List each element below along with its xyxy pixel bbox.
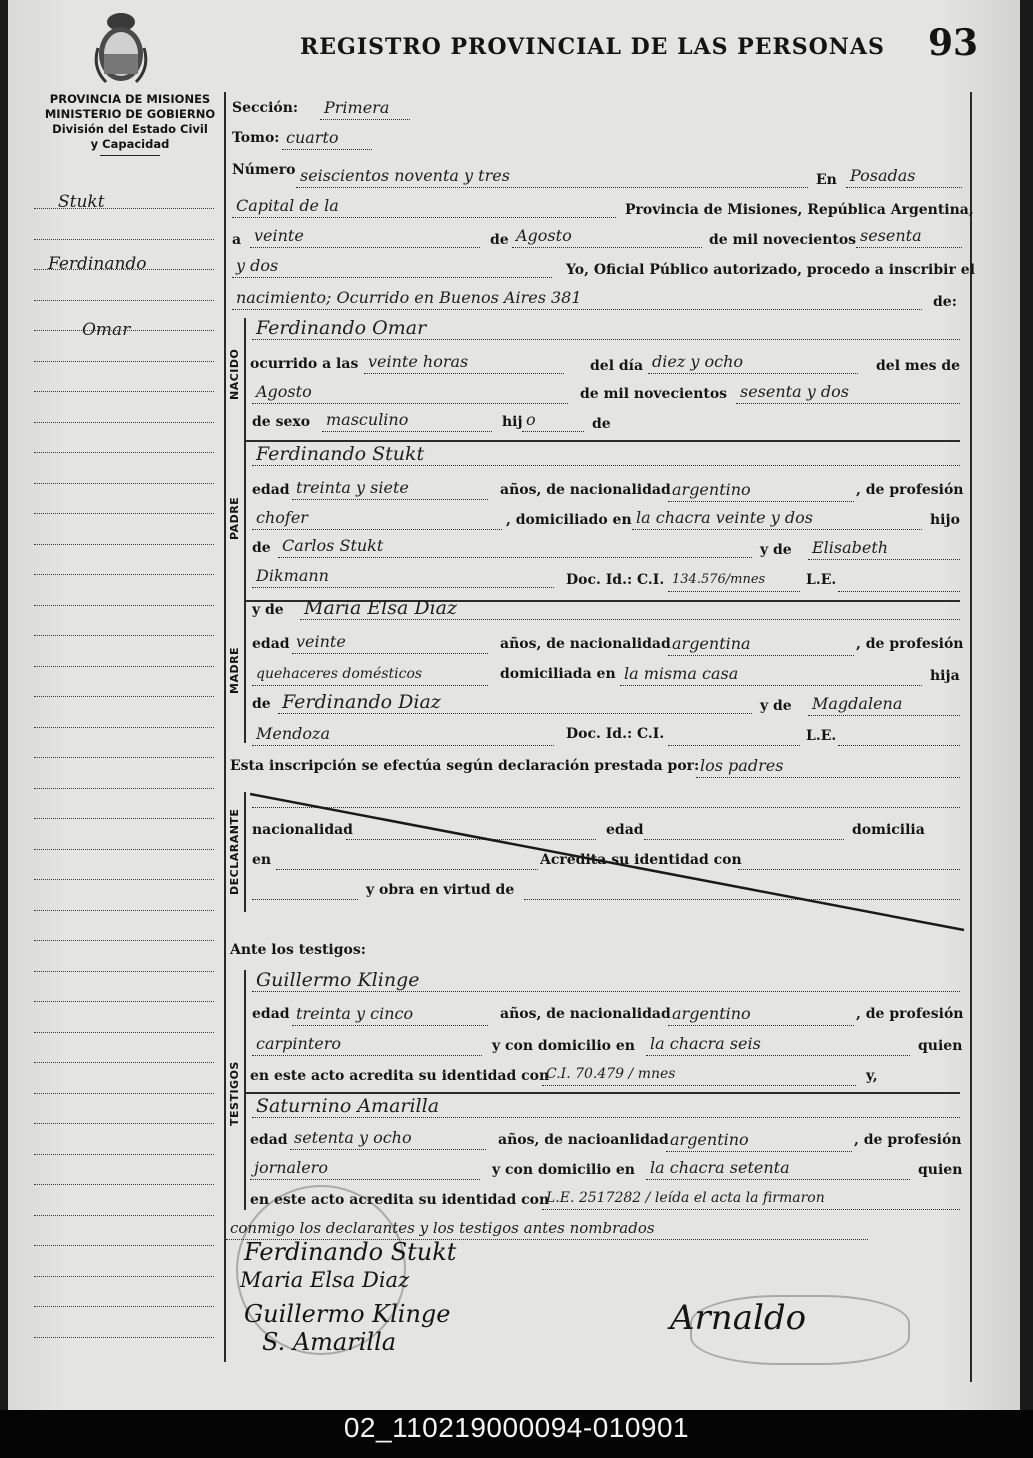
coat-of-arms-icon xyxy=(90,8,152,88)
margin-rule xyxy=(34,513,214,514)
margin-rule xyxy=(34,879,214,880)
madre-madre-field-continued: Mendoza xyxy=(252,724,554,746)
testigo1-domicilio-field: la chacra seis xyxy=(646,1034,910,1056)
section-border xyxy=(244,970,246,1210)
testigo2-domicilio-field: la chacra setenta xyxy=(646,1158,910,1180)
nacionalidad-label: nacionalidad xyxy=(252,822,353,838)
madre-doc-field xyxy=(668,724,800,746)
padre-edad-field: treinta y siete xyxy=(292,478,488,500)
de-label: de xyxy=(252,540,271,556)
domiciliada-label: domiciliada en xyxy=(500,666,616,682)
margin-rule xyxy=(34,1215,214,1216)
margin-rule xyxy=(34,574,214,575)
numero-label: Número xyxy=(232,162,296,178)
provincia-label: Provincia de Misiones, República Argentina, xyxy=(625,202,974,218)
dia-field: diez y ocho xyxy=(648,352,858,374)
nacionalidad-label: años, de nacionalidad xyxy=(500,636,671,652)
margin-rule xyxy=(34,788,214,789)
testigo1-doc-field: C.I. 70.479 / mnes xyxy=(542,1064,856,1086)
margin-rule xyxy=(34,544,214,545)
margin-rule xyxy=(34,1001,214,1002)
office-line: y Capacidad xyxy=(90,137,170,151)
signature-oficial: Arnaldo xyxy=(670,1298,807,1338)
margin-second-name: Omar xyxy=(82,320,131,340)
mil-label: de mil novecientos xyxy=(709,232,857,248)
declaracion-label: Esta inscripción se efectúa según declaración prestada por: xyxy=(230,758,700,774)
padre-domicilio-field: la chacra veinte y dos xyxy=(632,508,922,530)
del-mes-label: del mes de xyxy=(876,358,961,374)
testigo1-edad-field: treinta y cinco xyxy=(292,1004,488,1026)
de-colon-label: de: xyxy=(933,294,957,310)
del-dia-label: del día xyxy=(590,358,644,374)
margin-rule xyxy=(34,635,214,636)
ante-testigos-label: Ante los testigos: xyxy=(230,942,366,958)
capital-field: Capital de la xyxy=(232,196,616,218)
acredita-label: Acredita su identidad con xyxy=(540,852,742,868)
signature-testigo1: Guillermo Klinge xyxy=(244,1300,451,1328)
oficial-label: Yo, Oficial Público autorizado, procedo a inscribir el xyxy=(566,262,975,278)
section-border xyxy=(244,318,246,743)
page-number: 93 xyxy=(928,22,979,64)
divider xyxy=(244,440,960,442)
profesion-label: , de profesión xyxy=(856,482,964,498)
padre-doc-field: 134.576/mnes xyxy=(668,570,800,592)
margin-rule xyxy=(34,1184,214,1185)
margin-first-name: Ferdinando xyxy=(48,254,147,274)
hij-label: hij xyxy=(502,414,523,430)
year-field: sesenta xyxy=(856,226,962,248)
margin-rule xyxy=(34,971,214,972)
testigo2-nacionalidad-field: argentino xyxy=(666,1130,852,1152)
hijo-label: hijo xyxy=(930,512,960,528)
hij-field: o xyxy=(522,410,584,432)
quien-label: quien xyxy=(918,1038,963,1054)
de-label: de xyxy=(252,696,271,712)
edad-label: edad xyxy=(252,482,290,498)
margin-rule xyxy=(34,300,214,301)
testigo1-nacionalidad-field: argentino xyxy=(668,1004,854,1026)
madre-name-field: Maria Elsa Diaz xyxy=(300,598,960,620)
acredita-label: en este acto acredita su identidad con xyxy=(250,1192,550,1208)
margin-rule xyxy=(34,239,214,240)
margin-rule xyxy=(34,757,214,758)
margin-rule xyxy=(34,452,214,453)
y-label: y, xyxy=(866,1068,878,1084)
margin-rule xyxy=(34,1062,214,1063)
margin-rule xyxy=(34,1123,214,1124)
madre-domicilio-field: la misma casa xyxy=(620,664,922,686)
margin-rule xyxy=(34,940,214,941)
margin-rule xyxy=(34,696,214,697)
en-field: Posadas xyxy=(846,166,962,188)
profesion-label: , de profesión xyxy=(856,636,964,652)
nacionalidad-label: años, de nacioanlidad xyxy=(498,1132,669,1148)
en-label: en xyxy=(252,852,272,868)
testigo1-profesion-field: carpintero xyxy=(252,1034,482,1056)
quien-label: quien xyxy=(918,1162,963,1178)
de-label: de xyxy=(490,232,509,248)
padre-madre-field-continued: Dikmann xyxy=(252,566,554,588)
y-de-label: y de xyxy=(252,602,284,618)
tomo-label: Tomo: xyxy=(232,130,280,146)
anio-field: sesenta y dos xyxy=(736,382,960,404)
edad-label: edad xyxy=(252,636,290,652)
divider xyxy=(100,155,160,156)
office-line: División del Estado Civil xyxy=(52,122,208,136)
section-border xyxy=(244,792,246,912)
hija-label: hija xyxy=(930,668,960,684)
closing-text: conmigo los declarantes y los testigos antes nombrados xyxy=(226,1218,868,1240)
le-label: L.E. xyxy=(806,572,837,588)
madre-nacionalidad-field: argentina xyxy=(668,634,854,656)
padre-padre-field: Carlos Stukt xyxy=(278,536,752,558)
margin-rule xyxy=(34,483,214,484)
numero-field: seiscientos noventa y tres xyxy=(296,166,808,188)
mes-field: Agosto xyxy=(252,382,568,404)
sexo-field: masculino xyxy=(322,410,492,432)
seccion-field: Primera xyxy=(320,98,410,120)
declaracion-field: los padres xyxy=(696,756,960,778)
domiciliado-label: , domiciliado en xyxy=(506,512,632,528)
madre-padre-field: Ferdinando Diaz xyxy=(278,692,752,714)
signature-madre: Maria Elsa Diaz xyxy=(240,1268,410,1292)
margin-rule xyxy=(34,727,214,728)
testigo2-doc-field: L.E. 2517282 / leída el acta la firmaron xyxy=(542,1188,960,1210)
margin-rule xyxy=(34,391,214,392)
edad-label: edad xyxy=(606,822,644,838)
doc-id-label: Doc. Id.: C.I. xyxy=(566,572,665,588)
madre-profesion-field: quehaceres domésticos xyxy=(252,664,488,686)
padre-le-field xyxy=(838,570,960,592)
margin-rule xyxy=(34,910,214,911)
margin-rule xyxy=(34,1093,214,1094)
margin-rule xyxy=(34,666,214,667)
testigo2-profesion-field: jornalero xyxy=(250,1158,480,1180)
file-identifier: 02_110219000094-010901 xyxy=(343,1412,690,1443)
seccion-label: Sección: xyxy=(232,100,299,116)
padre-profesion-field: chofer xyxy=(252,508,502,530)
domicilio-label: y con domicilio en xyxy=(492,1038,635,1054)
main-right-border xyxy=(970,92,972,1382)
year-field-continued: y dos xyxy=(232,256,552,278)
margin-rule xyxy=(34,1032,214,1033)
margin-rule xyxy=(34,1245,214,1246)
acto-field: nacimiento; Ocurrido en Buenos Aires 381 xyxy=(232,288,922,310)
margin-surname: Stukt xyxy=(58,192,105,212)
day-field: veinte xyxy=(250,226,480,248)
de-label: de xyxy=(592,416,611,432)
padre-tab: PADRE xyxy=(228,496,241,540)
nacido-name-field: Ferdinando Omar xyxy=(252,318,960,340)
profesion-label: , de profesión xyxy=(856,1006,964,1022)
margin-rule xyxy=(34,849,214,850)
testigo2-name-field: Saturnino Amarilla xyxy=(252,1096,960,1118)
edad-label: edad xyxy=(250,1132,288,1148)
doc-id-label: Doc. Id.: C.I. xyxy=(566,726,665,742)
nacionalidad-label: años, de nacionalidad xyxy=(500,482,671,498)
madre-edad-field: veinte xyxy=(292,632,488,654)
margin-rule xyxy=(34,605,214,606)
padre-nacionalidad-field: argentino xyxy=(668,480,854,502)
office-line: MINISTERIO DE GOBIERNO xyxy=(44,107,216,121)
a-label: a xyxy=(232,232,242,248)
domicilia-label: domicilia xyxy=(852,822,925,838)
margin-rule xyxy=(34,1337,214,1338)
margin-rule xyxy=(34,422,214,423)
mil-label: de mil novecientos xyxy=(580,386,728,402)
nacido-tab: NACIDO xyxy=(228,348,241,400)
margin-rule xyxy=(34,818,214,819)
margin-rule xyxy=(34,1306,214,1307)
main-left-border xyxy=(224,92,226,1362)
signature-testigo2: S. Amarilla xyxy=(262,1328,397,1356)
sexo-label: de sexo xyxy=(252,414,311,430)
madre-madre-field: Magdalena xyxy=(808,694,960,716)
padre-name-field: Ferdinando Stukt xyxy=(252,444,960,466)
en-label: En xyxy=(816,172,837,188)
strike-through-line xyxy=(250,790,966,934)
issuing-office xyxy=(30,92,230,156)
obra-label: y obra en virtud de xyxy=(366,882,515,898)
padre-madre-field: Elisabeth xyxy=(808,538,960,560)
testigo1-name-field: Guillermo Klinge xyxy=(252,970,960,992)
madre-le-field xyxy=(838,724,960,746)
testigo2-edad-field: setenta y ocho xyxy=(290,1128,486,1150)
profesion-label: , de profesión xyxy=(854,1132,962,1148)
edad-label: edad xyxy=(252,1006,290,1022)
ocurrido-label: ocurrido a las xyxy=(250,356,359,372)
hora-field: veinte horas xyxy=(364,352,564,374)
testigos-tab: TESTIGOS xyxy=(228,1061,241,1126)
margin-rule xyxy=(34,361,214,362)
declarante-tab: DECLARANTE xyxy=(228,808,241,895)
y-de-label: y de xyxy=(760,542,792,558)
le-label: L.E. xyxy=(806,728,837,744)
margin-rule xyxy=(34,1276,214,1277)
divider xyxy=(244,1092,960,1094)
margin-rule xyxy=(34,1154,214,1155)
signature-padre: Ferdinando Stukt xyxy=(244,1238,457,1266)
madre-tab: MADRE xyxy=(228,646,241,694)
month-field: Agosto xyxy=(512,226,702,248)
office-line: PROVINCIA DE MISIONES xyxy=(49,92,211,106)
page-title: REGISTRO PROVINCIAL DE LAS PERSONAS xyxy=(300,34,885,60)
acredita-label: en este acto acredita su identidad con xyxy=(250,1068,550,1084)
nacionalidad-label: años, de nacionalidad xyxy=(500,1006,671,1022)
tomo-field: cuarto xyxy=(282,128,372,150)
y-de-label: y de xyxy=(760,698,792,714)
domicilio-label: y con domicilio en xyxy=(492,1162,635,1178)
